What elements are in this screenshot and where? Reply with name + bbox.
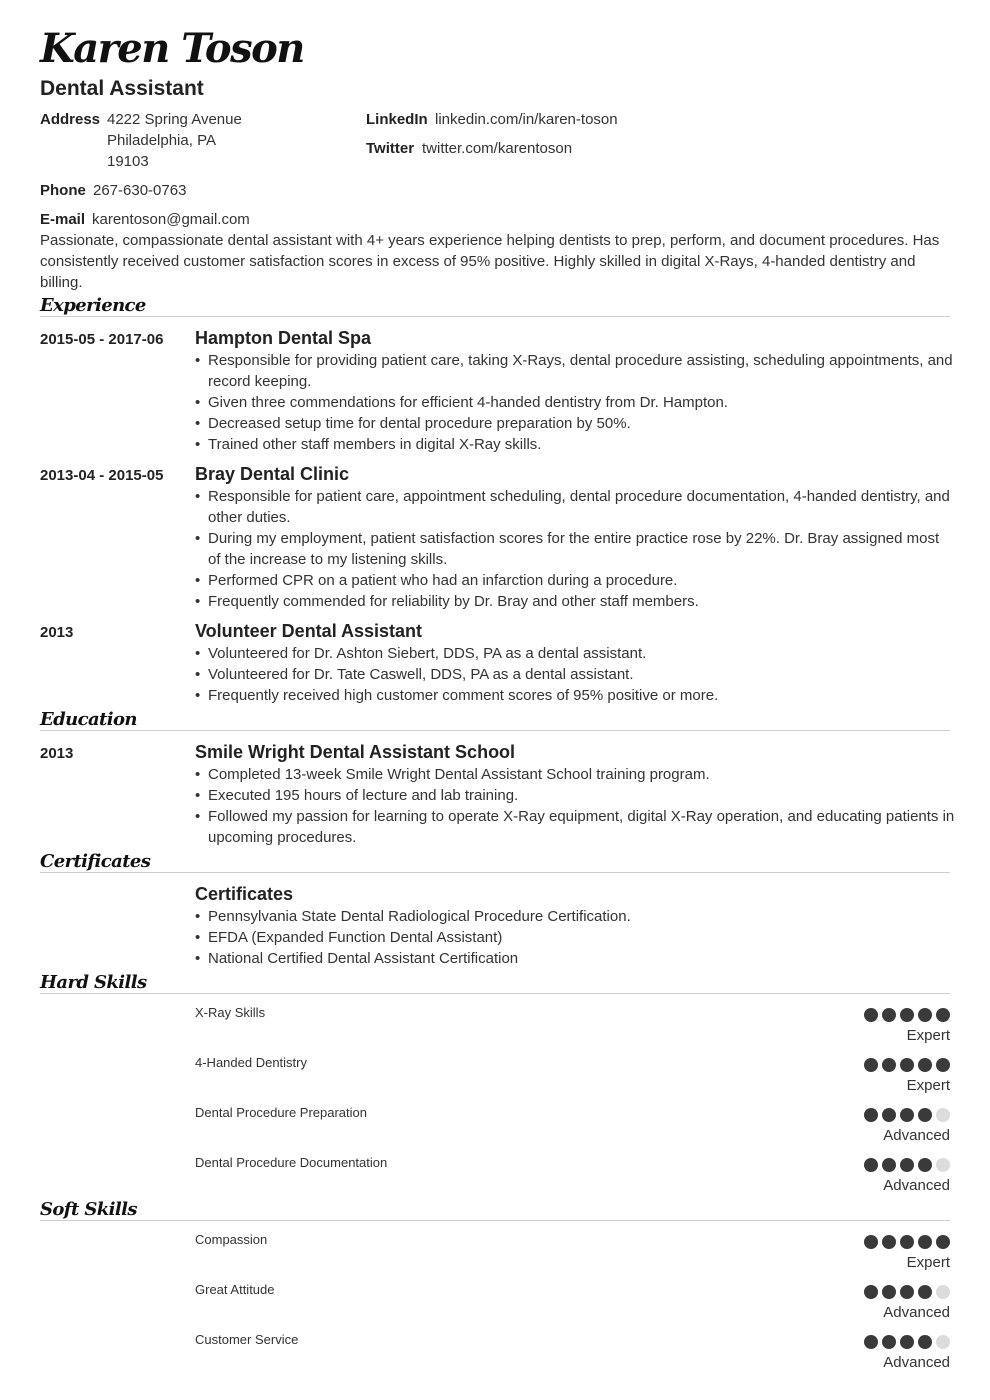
rating-dot-filled <box>864 1285 878 1299</box>
bullet-item: • During my employment, patient satisfaction scores for the entire practice rose by 22%. Dr. Bray assigned most of the increase to my listening skills. <box>195 528 955 570</box>
rating-dot-empty <box>936 1158 950 1172</box>
hard-skills-heading: Hard Skills <box>40 972 147 993</box>
bullet-item: • Frequently received high customer comment scores of 95% positive or more. <box>195 685 955 706</box>
rating-dot-filled <box>864 1008 878 1022</box>
skill-level: Advanced <box>883 1304 950 1321</box>
skill-name: Dental Procedure Documentation <box>195 1155 388 1170</box>
phone-value: 267-630-0763 <box>93 182 187 199</box>
rating-dot-filled <box>918 1285 932 1299</box>
twitter-value[interactable]: twitter.com/karentoson <box>422 140 573 157</box>
rating-dot-filled <box>900 1108 914 1122</box>
rating-dot-filled <box>864 1158 878 1172</box>
rating-dot-filled <box>900 1158 914 1172</box>
experience-entry <box>195 327 955 455</box>
skill-name: Compassion <box>195 1232 268 1247</box>
bullet-item: • Completed 13-week Smile Wright Dental Assistant School training program. <box>195 764 955 785</box>
bullet-item: • Followed my passion for learning to operate X-Ray equipment, digital X-Ray operation, and educating patients in upcoming procedures. <box>195 806 955 848</box>
hard-skills-divider <box>40 993 950 994</box>
rating-dot-filled <box>918 1008 932 1022</box>
rating-dot-filled <box>918 1235 932 1249</box>
rating-dot-filled <box>864 1108 878 1122</box>
rating-dot-filled <box>864 1235 878 1249</box>
experience-date: 2013 <box>40 624 74 641</box>
experience-divider <box>40 316 950 317</box>
bullet-item: • Responsible for providing patient care, taking X-Rays, dental procedure assisting, scheduling appointments, and record keeping. <box>195 350 955 392</box>
soft-skills-divider <box>40 1220 950 1221</box>
skill-name: Great Attitude <box>195 1282 275 1297</box>
skill-name: Dental Procedure Preparation <box>195 1105 367 1120</box>
skill-level: Expert <box>906 1254 950 1271</box>
skill-name: X-Ray Skills <box>195 1005 266 1020</box>
rating-dot-filled <box>900 1008 914 1022</box>
bullet-item: • Volunteered for Dr. Tate Caswell, DDS, PA as a dental assistant. <box>195 664 955 685</box>
certificates-entry <box>195 883 955 969</box>
bullet-item: • Executed 195 hours of lecture and lab training. <box>195 785 955 806</box>
rating-dot-filled <box>918 1108 932 1122</box>
education-heading: Education <box>40 709 137 730</box>
rating-dot-empty <box>936 1285 950 1299</box>
twitter-label: Twitter <box>366 140 415 157</box>
rating-dot-filled <box>882 1108 896 1122</box>
bullet-list <box>195 643 955 706</box>
phone-label: Phone <box>40 182 86 199</box>
rating-dot-filled <box>864 1058 878 1072</box>
rating-dot-filled <box>882 1008 896 1022</box>
skill-level: Expert <box>906 1077 950 1094</box>
rating-dot-filled <box>882 1235 896 1249</box>
skill-level: Advanced <box>883 1177 950 1194</box>
bullet-item: • Frequently commended for reliability by Dr. Bray and other staff members. <box>195 591 955 612</box>
skill-rating-dots <box>864 1235 950 1249</box>
bullet-list <box>195 486 955 612</box>
professional-summary: Passionate, compassionate dental assistant with 4+ years experience helping dentists to prep, perform, and document procedures. Has consistently received customer satisfaction scores in excess of 95% positive. Highly skilled in digital X-Rays, 4-handed dentistry and billing. <box>40 232 940 291</box>
rating-dot-filled <box>900 1335 914 1349</box>
rating-dot-filled <box>882 1058 896 1072</box>
rating-dot-filled <box>864 1335 878 1349</box>
experience-date: 2013-04 - 2015-05 <box>40 467 164 484</box>
employer-name: Bray Dental Clinic <box>195 464 350 484</box>
education-entry <box>195 741 955 848</box>
rating-dot-filled <box>936 1008 950 1022</box>
rating-dot-filled <box>882 1335 896 1349</box>
address-line-2: Philadelphia, PA <box>107 132 216 149</box>
rating-dot-empty <box>936 1108 950 1122</box>
school-name: Smile Wright Dental Assistant School <box>195 742 516 762</box>
bullet-item: • Responsible for patient care, appointment scheduling, dental procedure documentation, 4-handed dentistry, and other duties. <box>195 486 955 528</box>
bullet-item: • Decreased setup time for dental procedure preparation by 50%. <box>195 413 955 434</box>
bullet-item: • Pennsylvania State Dental Radiological Procedure Certification. <box>195 906 955 927</box>
job-title: Dental Assistant <box>40 77 204 100</box>
skill-rating-dots <box>864 1158 950 1172</box>
skill-level: Expert <box>906 1027 950 1044</box>
rating-dot-empty <box>936 1335 950 1349</box>
bullet-item: • Given three commendations for efficient 4-handed dentistry from Dr. Hampton. <box>195 392 955 413</box>
skill-rating-dots <box>864 1285 950 1299</box>
skill-level: Advanced <box>883 1354 950 1371</box>
experience-entry <box>195 620 955 706</box>
bullet-item: • National Certified Dental Assistant Certification <box>195 948 955 969</box>
certificates-title: Certificates <box>195 884 294 904</box>
skill-rating-dots <box>864 1108 950 1122</box>
skill-rating-dots <box>864 1058 950 1072</box>
soft-skills-heading: Soft Skills <box>40 1199 137 1220</box>
rating-dot-filled <box>900 1058 914 1072</box>
employer-name: Hampton Dental Spa <box>195 328 372 348</box>
experience-date: 2015-05 - 2017-06 <box>40 331 164 348</box>
rating-dot-filled <box>918 1158 932 1172</box>
rating-dot-filled <box>918 1058 932 1072</box>
experience-entry <box>195 463 955 612</box>
linkedin-label: LinkedIn <box>366 111 428 128</box>
certificates-divider <box>40 872 950 873</box>
experience-heading: Experience <box>40 295 146 316</box>
address-line-3: 19103 <box>107 153 149 170</box>
bullet-item: • Trained other staff members in digital X-Ray skills. <box>195 434 955 455</box>
linkedin-value[interactable]: linkedin.com/in/karen-toson <box>435 111 618 128</box>
education-divider <box>40 730 950 731</box>
education-date: 2013 <box>40 745 74 762</box>
employer-name: Volunteer Dental Assistant <box>195 621 423 641</box>
rating-dot-filled <box>900 1285 914 1299</box>
address-line-1: 4222 Spring Avenue <box>107 111 242 128</box>
email-value[interactable]: karentoson@gmail.com <box>92 211 250 228</box>
certificates-heading: Certificates <box>40 851 151 872</box>
bullet-list <box>195 906 955 969</box>
rating-dot-filled <box>900 1235 914 1249</box>
address-label: Address <box>40 111 101 128</box>
bullet-list <box>195 764 955 848</box>
rating-dot-filled <box>936 1058 950 1072</box>
bullet-item: • Performed CPR on a patient who had an infarction during a procedure. <box>195 570 955 591</box>
rating-dot-filled <box>882 1285 896 1299</box>
rating-dot-filled <box>918 1335 932 1349</box>
bullet-list <box>195 350 955 455</box>
rating-dot-filled <box>882 1158 896 1172</box>
candidate-name: Karen Toson <box>40 25 304 72</box>
skill-rating-dots <box>864 1008 950 1022</box>
skill-level: Advanced <box>883 1127 950 1144</box>
skill-name: 4-Handed Dentistry <box>195 1055 307 1070</box>
bullet-item: • Volunteered for Dr. Ashton Siebert, DDS, PA as a dental assistant. <box>195 643 955 664</box>
skill-name: Customer Service <box>195 1332 299 1347</box>
email-label: E-mail <box>40 211 86 228</box>
bullet-item: • EFDA (Expanded Function Dental Assistant) <box>195 927 955 948</box>
skill-rating-dots <box>864 1335 950 1349</box>
rating-dot-filled <box>936 1235 950 1249</box>
